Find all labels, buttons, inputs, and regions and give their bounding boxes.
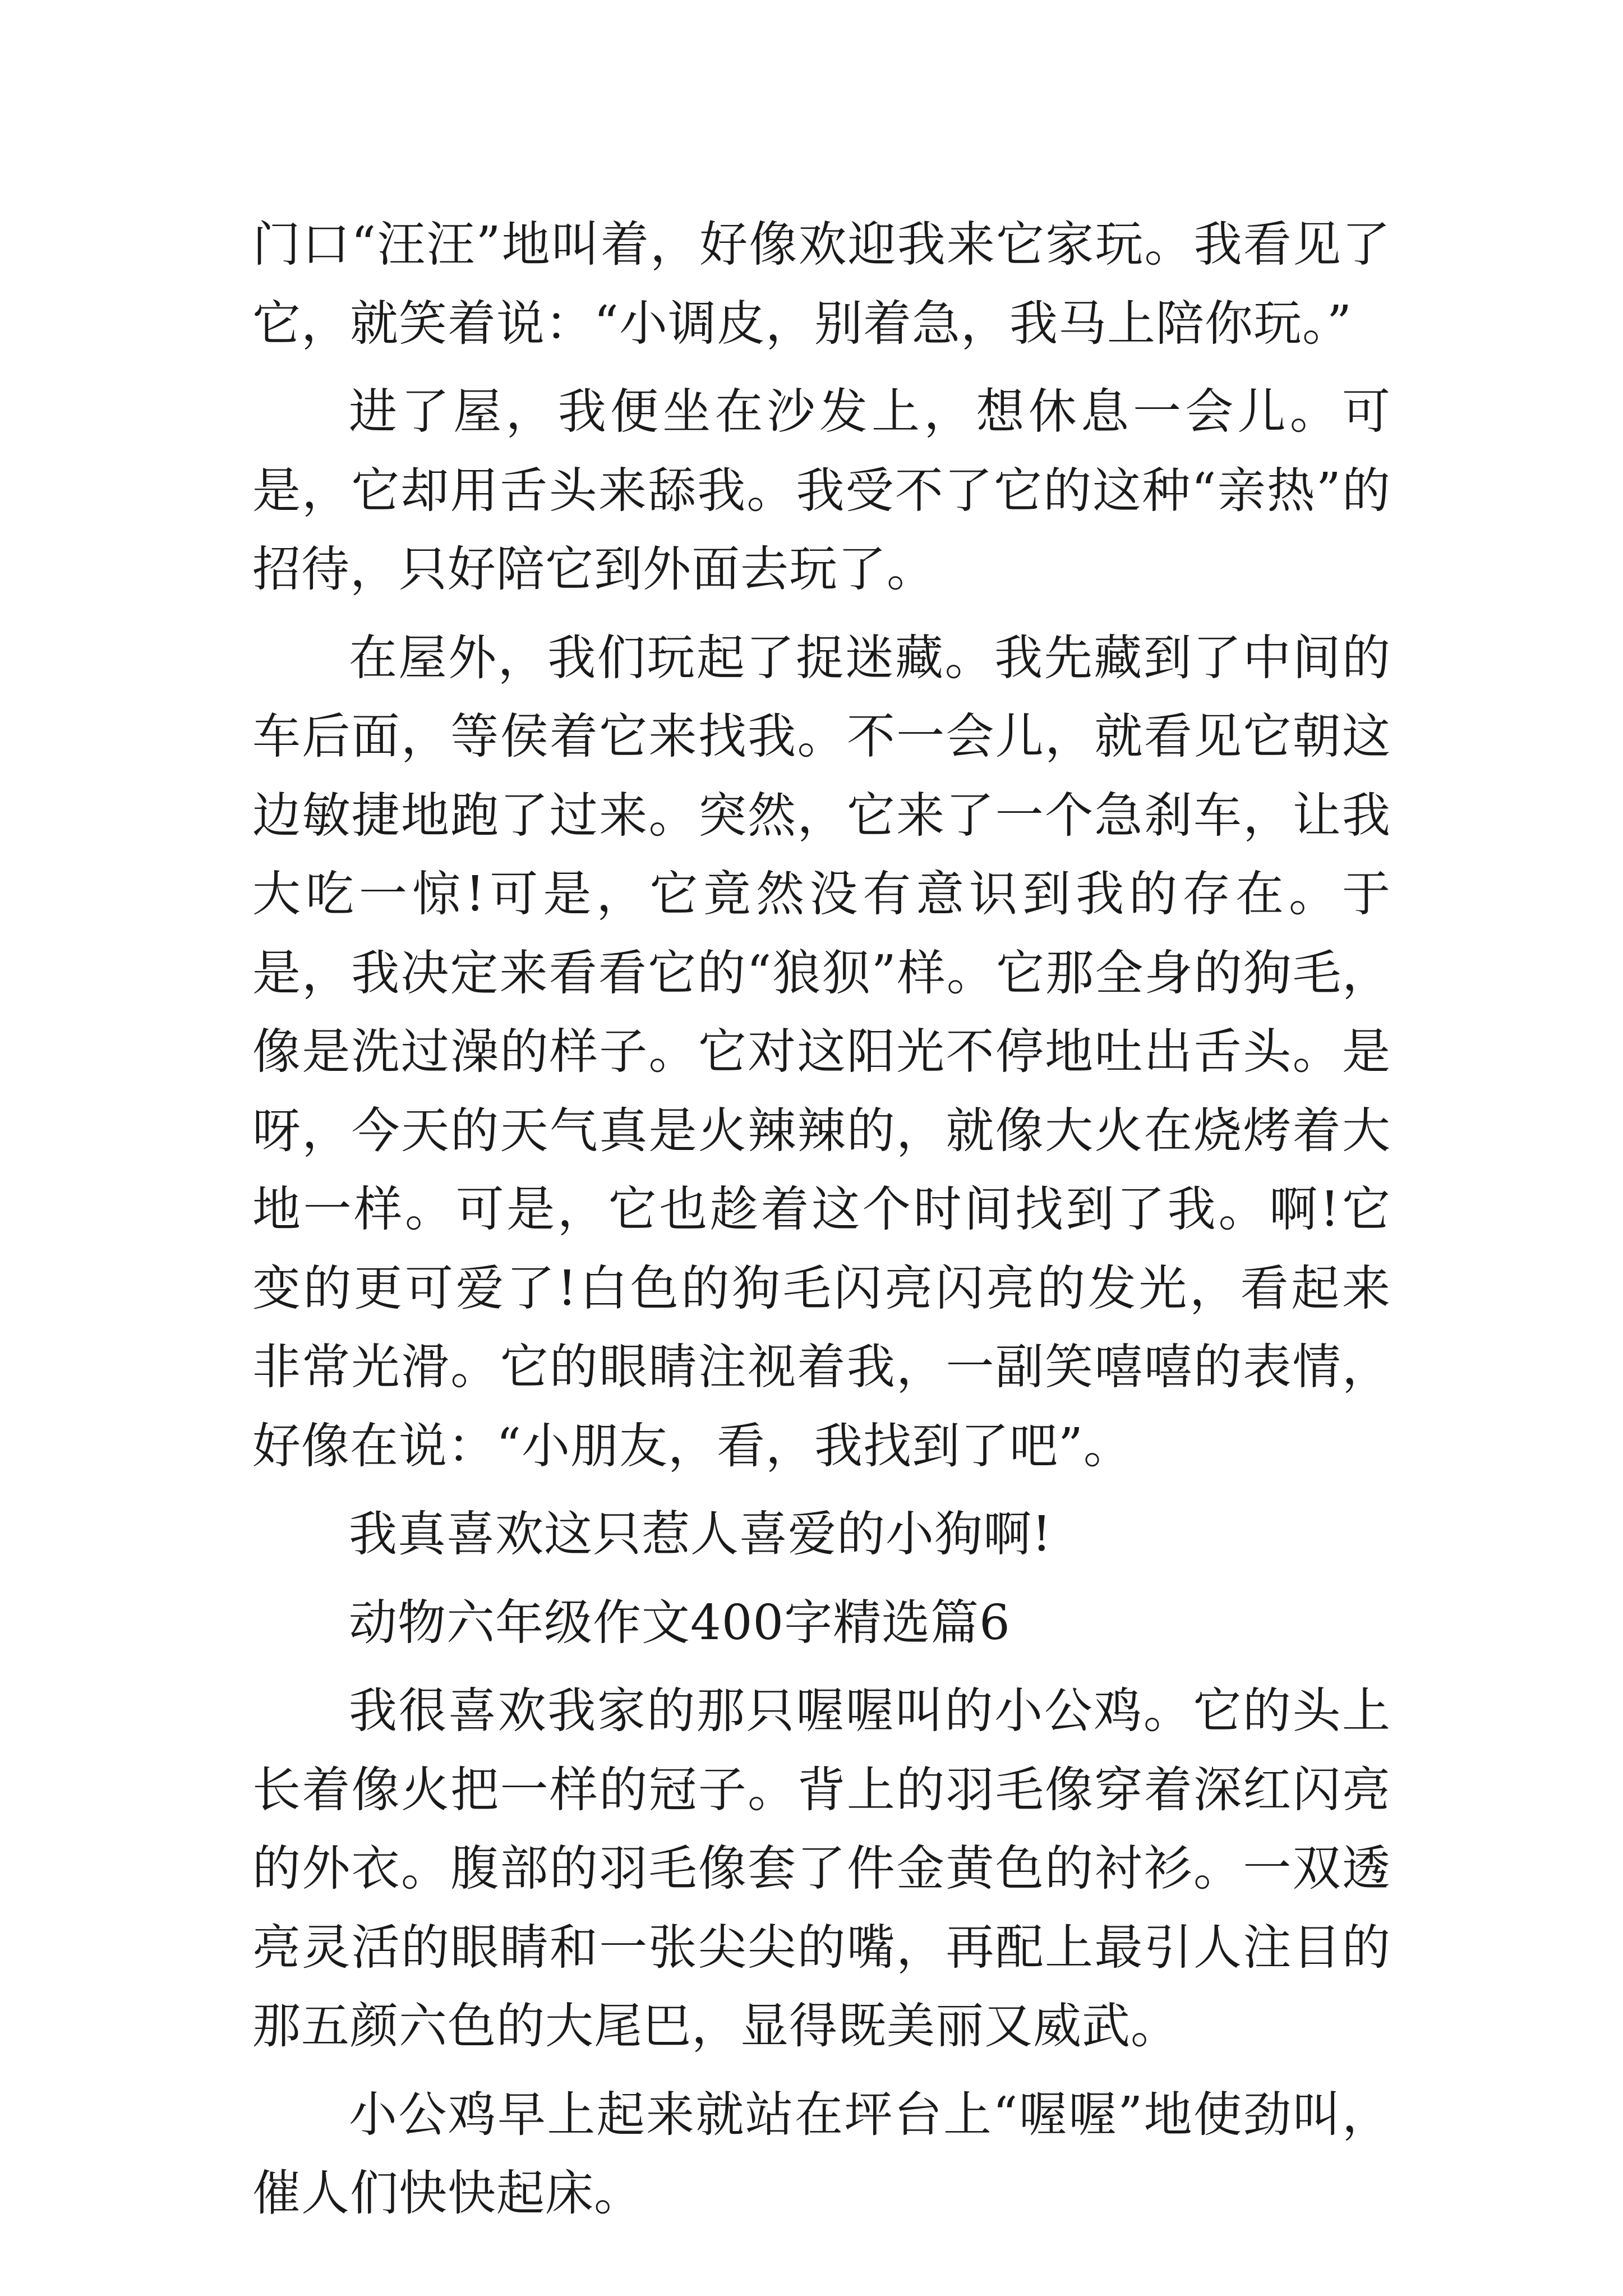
paragraph-conclusion: 我真喜欢这只惹人喜爱的小狗啊! [349,1506,1052,1562]
paragraph-hide-and-seek: 在屋外，我们玩起了捉迷藏。我先藏到了中间的车后面，等侯着它来找我。不一会儿，就看见它朝这边敏捷地跑了过来。突然，它来了一个急刹车，让我大吃一惊!可是，它竟然没有意识到我的存在。于是，我决定来看看它的“狼狈”样。它那全身的狗毛，像是洗过澡的样子。它对这阳光不停地吐出舌头。是呀，今天的天气真是火辣辣的，就像大火在烧烤着大地一样。可是，它也趁着这个时间找到了我。啊!它变的更可爱了!白色的狗毛闪亮闪亮的发光，看起来非常光滑。它的眼睛注视着我，一副笑嘻嘻的表情，好像在说：“小朋友，看，我找到了吧”。 [252,629,1391,1474]
paragraph-rooster-morning: 小公鸡早上起来就站在坪台上“喔喔”地使劲叫，催人们快快起床。 [252,2086,1391,2221]
paragraph-continued: 门口“汪汪”地叫着，好像欢迎我来它家玩。我看见了它，就笑着说：“小调皮，别着急，我马上陪你玩。” [252,217,1391,352]
paragraph-entering-house: 进了屋，我便坐在沙发上，想休息一会儿。可是，它却用舌头来舔我。我受不了它的这种“亲热”的招待，只好陪它到外面去玩了。 [252,384,1391,597]
paragraph-rooster-description: 我很喜欢我家的那只喔喔叫的小公鸡。它的头上长着像火把一样的冠子。背上的羽毛像穿着深红闪亮的外衣。腹部的羽毛像套了件金黄色的衬衫。一双透亮灵活的眼睛和一张尖尖的嘴，再配上最引人注目的那五颜六色的大尾巴，显得既美丽又威武。 [252,1683,1391,2054]
article-body [252,205,1391,2243]
section-heading: 动物六年级作文400字精选篇6 [349,1594,1011,1651]
